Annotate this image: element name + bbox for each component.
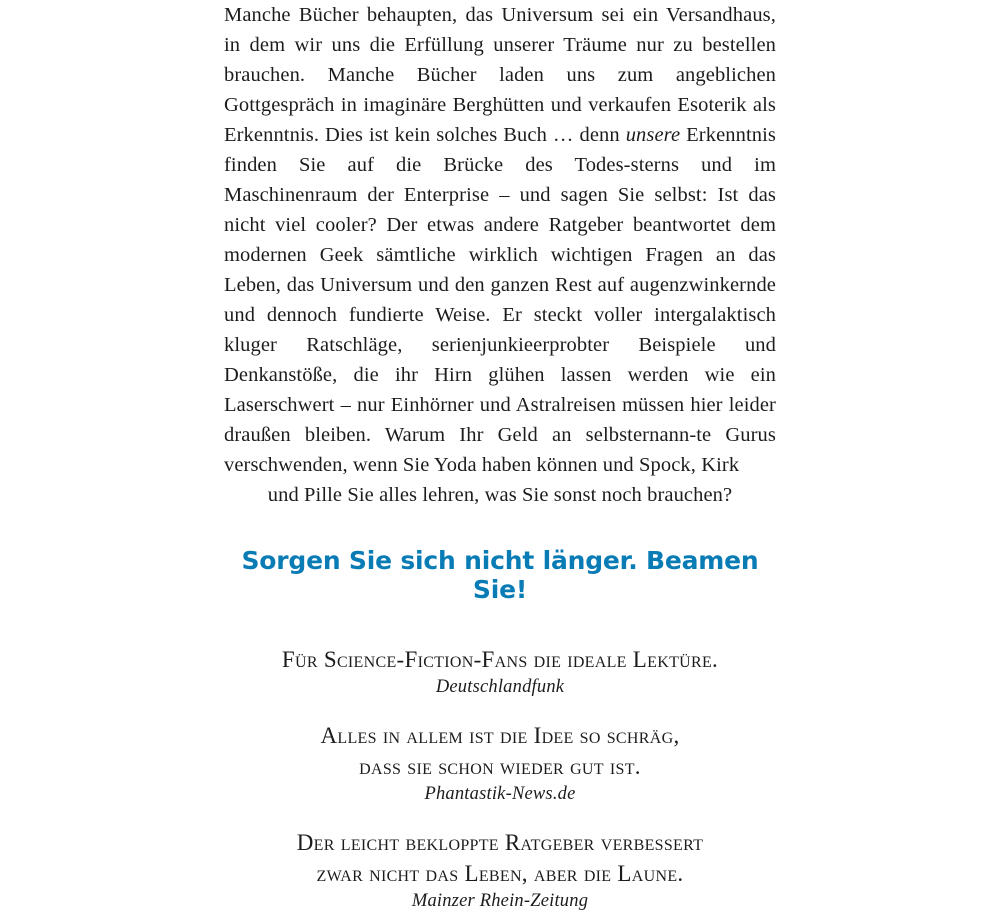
blurb-emphasis: unsere bbox=[625, 124, 681, 146]
quote-line: dass sie schon wieder gut ist. bbox=[359, 754, 641, 779]
quote-source: Phantastik-News.de bbox=[424, 784, 576, 804]
press-quotes-list bbox=[224, 644, 776, 912]
quote-line: Der leicht bekloppte Ratgeber verbessert bbox=[296, 830, 704, 855]
blurb-text-part-1: Manche Bücher behaupten, das Universum sei ein Versandhaus, in dem wir uns die Erfüllung unserer Träume nur zu bestellen brauchen. Manche Bücher laden uns zum angeblichen Gottgespräch in imaginäre Berghütten und verkaufen Esoterik als Erkenntnis. Dies ist kein solches Buch … denn bbox=[224, 4, 776, 146]
quote-item bbox=[224, 644, 776, 698]
blurb-text-part-2: Erkenntnis finden Sie auf die Brücke des Todes-sterns und im Maschinenraum der Enterprise – und sagen Sie selbst: Ist das nicht viel cooler? Der etwas andere Ratgeber beantwortet dem modernen Geek sämtliche wirklich wichtigen Fragen an das Leben, das Universum und den ganzen Rest auf augenzwinkernde und dennoch fundierte Weise. Er steckt voller intergalaktisch kluger Ratschläge, serienjunkieerprobter Beispiele und Denkanstöße, die ihr Hirn glühen lassen werden wie ein Laserschwert – nur Einhörner und Astralreisen müssen hier leider draußen bleiben. Warum Ihr Geld an selbsternann-te Gurus verschwenden, wenn Sie Yoda haben können und Spock, Kirk bbox=[224, 124, 776, 476]
quote-text bbox=[224, 720, 776, 782]
headline: Sorgen Sie sich nicht länger. Beamen Sie! bbox=[241, 546, 759, 604]
quote-source: Mainzer Rhein-Zeitung bbox=[411, 891, 589, 911]
blurb-last-line: und Pille Sie alles lehren, was Sie sonst noch brauchen? bbox=[267, 484, 733, 506]
quote-item bbox=[224, 827, 776, 912]
quote-line: Für Science-Fiction-Fans die ideale Lektüre. bbox=[281, 647, 719, 672]
quote-source: Deutschlandfunk bbox=[435, 677, 565, 697]
quote-text bbox=[224, 827, 776, 889]
quote-text bbox=[224, 644, 776, 675]
quote-line: Alles in allem ist die Idee so schräg, bbox=[320, 723, 680, 748]
quote-item bbox=[224, 720, 776, 805]
quote-line: zwar nicht das Leben, aber die Laune. bbox=[316, 861, 684, 886]
blurb-paragraph bbox=[224, 0, 776, 510]
